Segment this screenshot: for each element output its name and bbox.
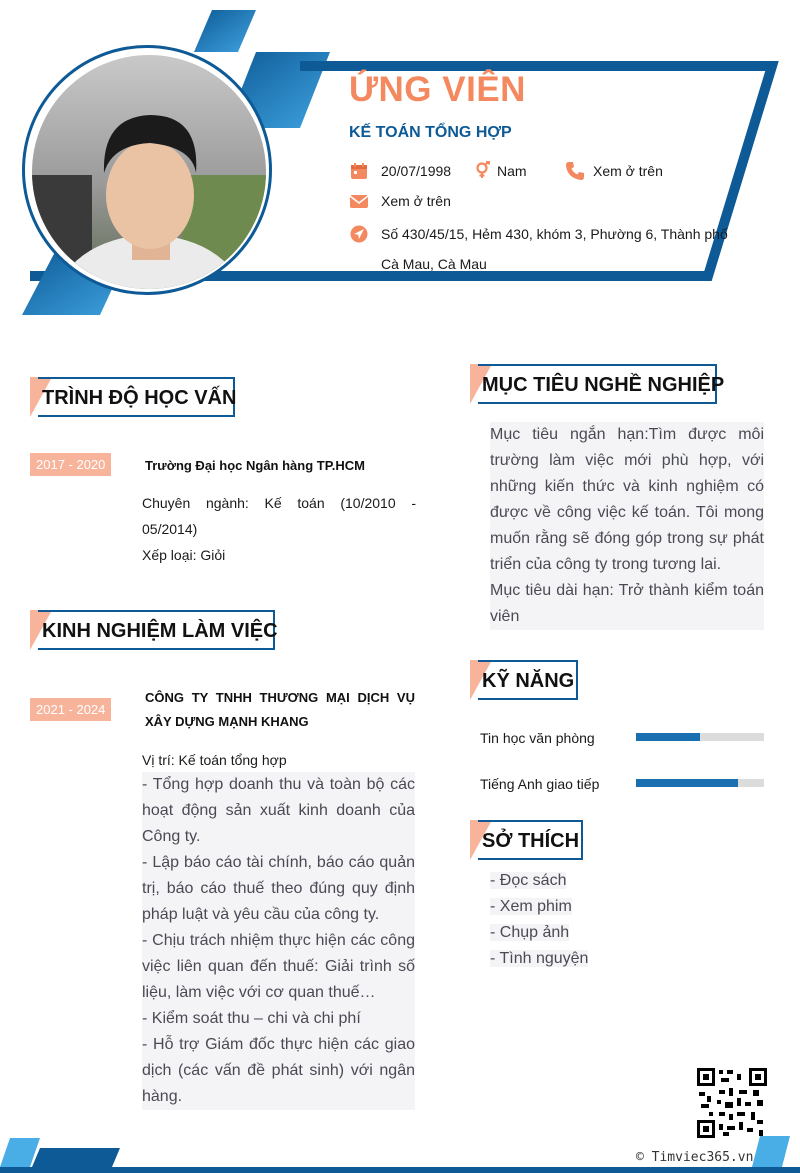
job-title: KẾ TOÁN TỔNG HỢP [349, 124, 512, 141]
skill-fill-english [636, 779, 738, 787]
address-line-1: Số 430/45/15, Hẻm 430, khóm 3, Phường 6, Thành phố [381, 226, 728, 242]
skill-name-english: Tiếng Anh giao tiếp [480, 776, 600, 792]
experience-period-badge: 2021 - 2024 [30, 698, 111, 721]
education-rank: Xếp loại: Giỏi [142, 547, 226, 563]
birthday: 20/07/1998 [381, 163, 452, 179]
objective-short-term: Mục tiêu ngắn hạn:Tìm được môi trường làm việc mới phù hợp, với những kiến thức và kinh nghiệm có được về công việc kế toán. Tôi mong muốn rằng sẽ đóng góp trong sự phát triển của công ty trong tương lai. [490, 422, 764, 578]
company-name-line-2: XÂY DỰNG MẠNH KHANG [145, 714, 309, 729]
hobby-item: - Chụp ảnh [490, 924, 570, 941]
calendar-icon [350, 162, 368, 180]
gender: Nam [497, 163, 527, 179]
candidate-name: ỨNG VIÊN [349, 70, 526, 109]
objective-long-term: Mục tiêu dài hạn: Trở thành kiểm toán viên [490, 578, 764, 630]
education-major-line-2: 05/2014) [142, 521, 198, 537]
phone-icon [565, 161, 585, 181]
hobbies-heading: SỞ THÍCH [470, 820, 583, 860]
qr-code [697, 1068, 767, 1138]
duty-item: - Kiểm soát thu – chi và chi phí [142, 1006, 415, 1032]
duty-item: - Hỗ trợ Giám đốc thực hiện các giao dịch (các vấn đề phát sinh) với ngân hàng. [142, 1032, 415, 1110]
footer-bar [0, 1167, 800, 1173]
education-heading: TRÌNH ĐỘ HỌC VẤN [30, 377, 235, 417]
experience-position: Vị trí: Kế toán tổng hợp [142, 752, 287, 768]
duty-item: - Lập báo cáo tài chính, báo cáo quản trị, báo cáo thuế theo đúng quy định pháp luật và yêu cầu của công ty. [142, 850, 415, 928]
hobby-item: - Đọc sách [490, 872, 567, 889]
skills-heading: KỸ NĂNG [470, 660, 578, 700]
skill-bar-office [636, 733, 764, 741]
experience-heading: KINH NGHIỆM LÀM VIỆC [30, 610, 275, 650]
location-icon [350, 225, 368, 243]
skill-name-office: Tin học văn phòng [480, 730, 595, 746]
objective-heading: MỤC TIÊU NGHỀ NGHIỆP [470, 364, 717, 404]
address-line-2: Cà Mau, Cà Mau [381, 256, 487, 272]
copyright-text: © Timviec365.vn [636, 1150, 754, 1165]
hobby-item: - Xem phim [490, 898, 572, 915]
duty-item: - Chịu trách nhiệm thực hiện các công việc liên quan đến thuế: Giải trình số liệu, làm việc với cơ quan thuế… [142, 928, 415, 1006]
objective-text [490, 422, 764, 630]
skill-bar-english [636, 779, 764, 787]
company-name-line-1: CÔNG TY TNHH THƯƠNG MẠI DỊCH VỤ [145, 690, 415, 705]
gender-icon [474, 161, 492, 179]
education-major-line-1: Chuyên ngành: Kế toán (10/2010 - [142, 495, 416, 511]
education-period-badge: 2017 - 2020 [30, 453, 111, 476]
phone: Xem ở trên [593, 163, 663, 179]
avatar [32, 55, 266, 289]
skill-fill-office [636, 733, 700, 741]
duty-item: - Tổng hợp doanh thu và toàn bộ các hoạt động sản xuất kinh doanh của Công ty. [142, 772, 415, 850]
email: Xem ở trên [381, 193, 451, 209]
email-icon [350, 193, 368, 211]
hobby-item: - Tình nguyện [490, 950, 589, 967]
hobbies-list [490, 868, 690, 972]
experience-duties [142, 772, 415, 1110]
school-name: Trường Đại học Ngân hàng TP.HCM [145, 458, 365, 473]
